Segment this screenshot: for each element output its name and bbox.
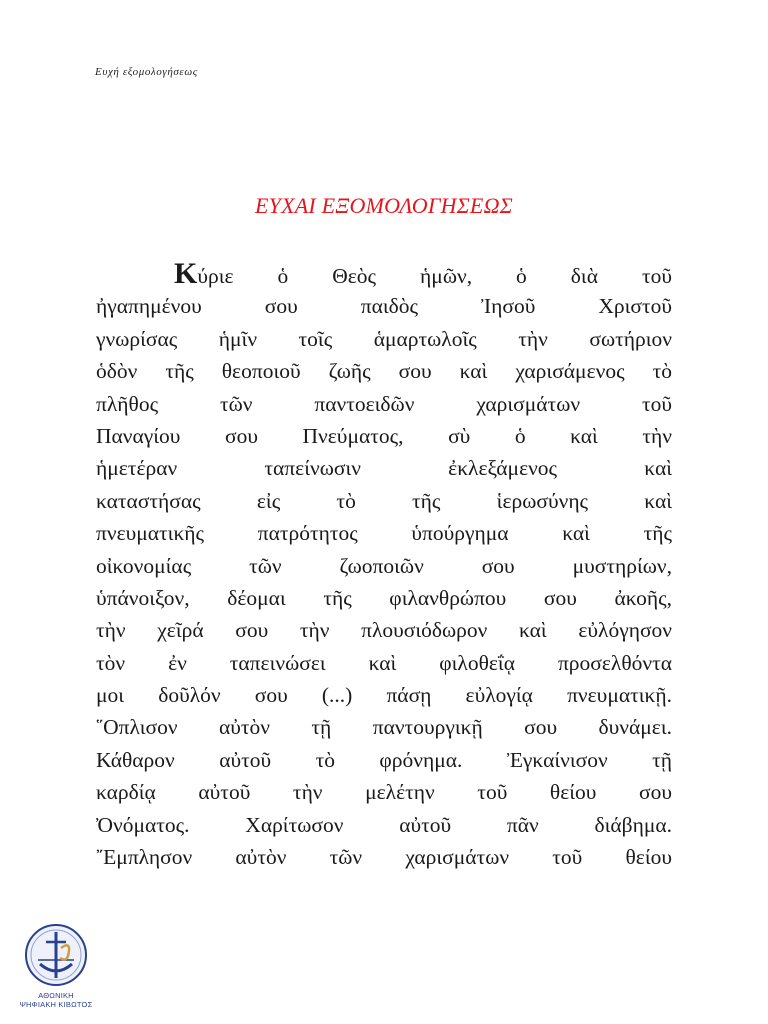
logo-text-line2: ΨΗΦΙΑΚΗ ΚΙΒΩΤΟΣ bbox=[19, 1000, 93, 1009]
text-line: πλῆθος τῶν παντοειδῶν χαρισμάτων τοῦ bbox=[96, 391, 672, 416]
text-line: ὁδὸν τῆς θεοποιοῦ ζωῆς σου καὶ χαρισάμενος τὸ bbox=[96, 359, 672, 384]
first-line bbox=[96, 258, 672, 290]
text-line: καρδίᾳ αὐτοῦ τὴν μελέτην τοῦ θείου σου bbox=[96, 780, 672, 805]
text-line: τὸν ἐν ταπεινώσει καὶ φιλοθεΐᾳ προσελθόντα bbox=[96, 650, 672, 675]
text-line: Κάθαρον αὐτοῦ τὸ φρόνημα. Ἐγκαίνισον τῇ bbox=[96, 747, 672, 772]
drop-cap: Κ bbox=[174, 258, 198, 290]
text-line: ῎Εμπλησον αὐτὸν τῶν χαρισμάτων τοῦ θείου bbox=[96, 845, 672, 870]
text-line: ὑπάνοιξον, δέομαι τῆς φιλανθρώπου σου ἀκοῆς, bbox=[96, 585, 672, 610]
text-line: ἠγαπημένου σου παιδὸς Ἰησοῦ Χριστοῦ bbox=[96, 294, 672, 319]
first-line-text: ύριε ὁ Θεὸς ἡμῶν, ὁ διὰ τοῦ bbox=[197, 264, 672, 288]
text-line: τὴν χεῖρά σου τὴν πλουσιόδωρον καὶ εὐλόγησον bbox=[96, 618, 672, 643]
running-header: Ευχή εξομολογήσεως bbox=[95, 66, 198, 78]
text-line: Ὀνόματος. Χαρίτωσον αὐτοῦ πᾶν διάβημα. bbox=[96, 812, 672, 837]
logo-text-line1: ΑΘΩΝΙΚΗ bbox=[38, 991, 74, 1000]
document-title: ΕΥΧΑΙ ΕΞΟΜΟΛΟΓΗΣΕΩΣ bbox=[255, 193, 513, 218]
text-line: καταστήσας εἰς τὸ τῆς ἱερωσύνης καὶ bbox=[96, 488, 672, 513]
text-line: ἡμετέραν ταπείνωσιν ἐκλεξάμενος καὶ bbox=[96, 456, 672, 481]
logo-emblem-icon bbox=[16, 920, 96, 992]
prayer-body bbox=[96, 258, 672, 873]
text-line: ῞Οπλισον αὐτὸν τῇ παντουργικῇ σου δυνάμει. bbox=[96, 715, 672, 740]
text-line: οἰκονομίας τῶν ζωοποιῶν σου μυστηρίων, bbox=[96, 553, 672, 578]
text-line: Παναγίου σου Πνεύματος, σὺ ὁ καὶ τὴν bbox=[96, 423, 672, 448]
text-line: γνωρίσας ἡμῖν τοῖς ἁμαρτωλοῖς τὴν σωτήριον bbox=[96, 326, 672, 351]
text-line: μοι δοῦλόν σου (...) πάσῃ εὐλογίᾳ πνευματικῇ. bbox=[96, 683, 672, 708]
text-line: πνευματικῆς πατρότητος ὑπούργημα καὶ τῆς bbox=[96, 521, 672, 546]
athonite-digital-ark-logo bbox=[16, 920, 96, 1016]
